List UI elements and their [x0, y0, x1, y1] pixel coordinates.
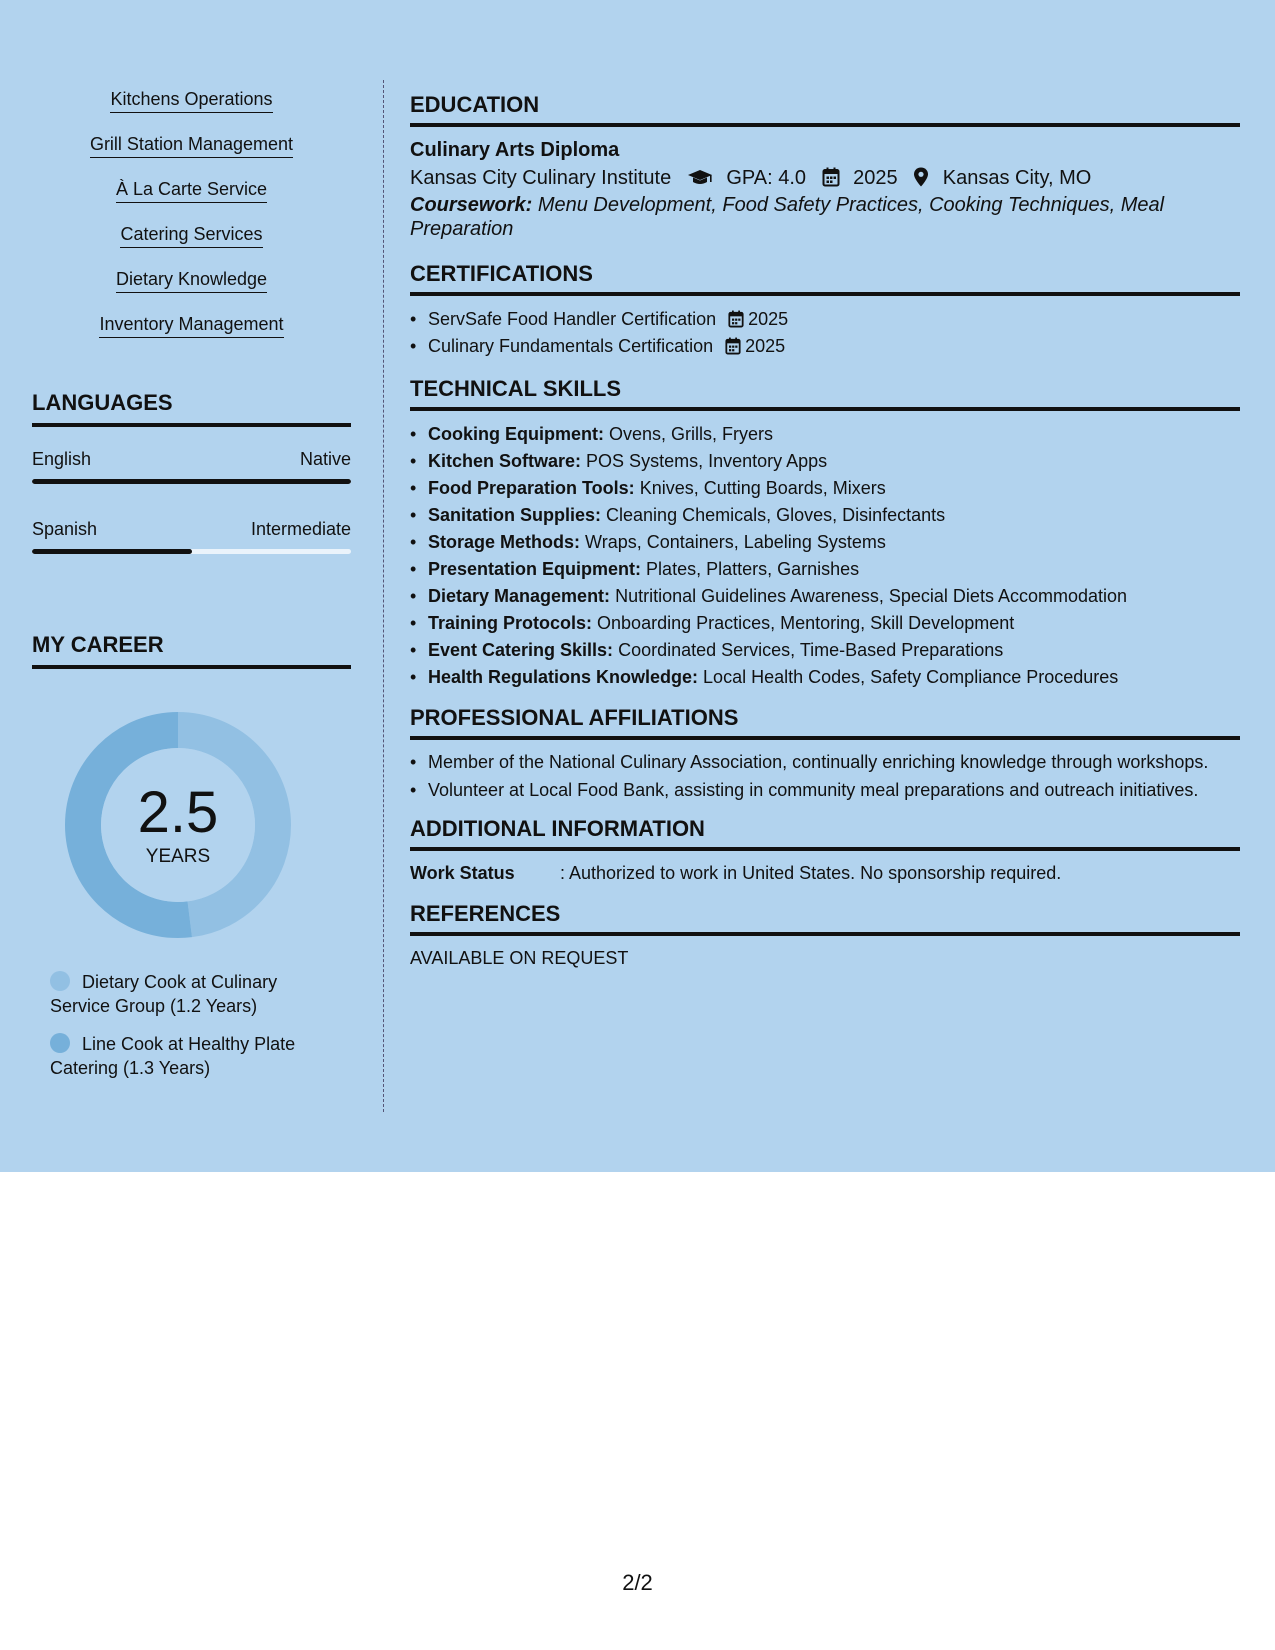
- page-number: 2/2: [622, 1570, 653, 1595]
- legend-dot: [50, 1033, 70, 1053]
- additional-info-section: [410, 816, 1240, 885]
- skill-label: Catering Services: [120, 223, 262, 248]
- certification-name: ServSafe Food Handler Certification: [428, 309, 717, 329]
- skill-category: Sanitation Supplies:: [428, 505, 602, 525]
- skill-values: POS Systems, Inventory Apps: [586, 451, 828, 471]
- calendar-icon: [725, 337, 741, 355]
- skill-values: Coordinated Services, Time-Based Preparations: [618, 640, 1004, 660]
- skill-label: Dietary Knowledge: [116, 268, 267, 293]
- technical-skills-heading: TECHNICAL SKILLS: [410, 376, 1240, 411]
- affiliation-item: • Member of the National Culinary Association, continually enriching knowledge through workshops.: [410, 750, 1240, 774]
- graduation-year: 2025: [853, 167, 898, 189]
- skill-category: Dietary Management:: [428, 586, 611, 606]
- language-row: [32, 449, 351, 497]
- skill-item: [32, 80, 351, 125]
- references-text: AVAILABLE ON REQUEST: [410, 948, 629, 968]
- column-divider: [383, 80, 384, 1112]
- coursework-list: Menu Development, Food Safety Practices, Cooking Techniques, Meal Preparation: [410, 194, 1165, 240]
- technical-skills-list: [410, 421, 1240, 691]
- language-name: Spanish: [32, 519, 98, 539]
- calendar-icon: [728, 310, 744, 328]
- certification-year: 2025: [748, 309, 789, 329]
- gpa: GPA: 4.0: [726, 167, 807, 189]
- skill-item: [32, 260, 351, 305]
- skill-row: [410, 529, 1240, 556]
- languages-heading: LANGUAGES: [32, 390, 351, 427]
- technical-skills-section: [410, 376, 1240, 691]
- years-label: YEARS: [145, 846, 211, 867]
- skill-values: Nutritional Guidelines Awareness, Special Diets Accommodation: [615, 586, 1128, 606]
- certifications-section: [410, 261, 1240, 360]
- legend-label: Dietary Cook at Culinary Service Group (1.2 Years): [50, 972, 278, 1016]
- career-heading: MY CAREER: [32, 632, 351, 669]
- certification-name: Culinary Fundamentals Certification: [428, 336, 714, 356]
- degree-title: Culinary Arts Diploma: [410, 139, 620, 161]
- skill-values: Local Health Codes, Safety Compliance Procedures: [703, 667, 1119, 687]
- languages-section: [32, 390, 351, 567]
- career-donut: [65, 712, 291, 938]
- right-column: [410, 92, 1240, 982]
- career-section: [32, 632, 351, 1078]
- calendar-icon: [822, 167, 840, 187]
- skill-row: [410, 502, 1240, 529]
- skill-category: Presentation Equipment:: [428, 559, 642, 579]
- left-column: [32, 80, 351, 1078]
- skill-item: [32, 305, 351, 350]
- skills-list: [32, 80, 351, 350]
- skill-item: [32, 215, 351, 260]
- skill-values: Cleaning Chemicals, Gloves, Disinfectants: [606, 505, 946, 525]
- affiliation-item: • Volunteer at Local Food Bank, assisting in community meal preparations and outreach initiatives.: [410, 778, 1240, 802]
- legend-item: [50, 970, 330, 1018]
- location-pin-icon: [913, 167, 929, 187]
- skill-row: [410, 583, 1240, 610]
- certifications-list: [410, 306, 1240, 360]
- skill-label: Grill Station Management: [90, 133, 293, 158]
- coursework-label: Coursework:: [410, 194, 533, 216]
- legend-label: Line Cook at Healthy Plate Catering (1.3 Years): [50, 1034, 296, 1078]
- skill-values: Onboarding Practices, Mentoring, Skill Development: [597, 613, 1015, 633]
- graduation-cap-icon: [687, 169, 713, 187]
- career-legend: [50, 970, 330, 1094]
- certifications-heading: CERTIFICATIONS: [410, 261, 1240, 296]
- skill-row: [410, 610, 1240, 637]
- additional-info-heading: ADDITIONAL INFORMATION: [410, 816, 1240, 851]
- proficiency-fill: [32, 479, 351, 484]
- coursework: [410, 193, 1240, 241]
- school-location: Kansas City, MO: [942, 167, 1092, 189]
- total-years: 2.5: [137, 780, 219, 845]
- certification-year: 2025: [745, 336, 786, 356]
- references-section: [410, 901, 1240, 970]
- skill-label: Inventory Management: [99, 313, 283, 338]
- skill-values: Ovens, Grills, Fryers: [609, 424, 774, 444]
- school-name: Kansas City Culinary Institute: [410, 167, 672, 189]
- affiliations-heading: PROFESSIONAL AFFILIATIONS: [410, 705, 1240, 740]
- language-name: English: [32, 449, 92, 469]
- language-level: Intermediate: [250, 519, 351, 539]
- affiliations-list: [410, 750, 1240, 802]
- proficiency-bar: [32, 549, 351, 554]
- affiliations-section: [410, 705, 1240, 802]
- skill-label: À La Carte Service: [116, 178, 267, 203]
- legend-item: [50, 1032, 330, 1080]
- work-status-label: Work Status: [410, 863, 515, 883]
- work-status-row: [410, 861, 1240, 885]
- skill-values: Wraps, Containers, Labeling Systems: [585, 532, 886, 552]
- skill-row: [410, 448, 1240, 475]
- certification-item: [410, 306, 1240, 333]
- skill-item: [32, 125, 351, 170]
- proficiency-bar: [32, 479, 351, 484]
- skill-values: Knives, Cutting Boards, Mixers: [639, 478, 886, 498]
- skill-item: [32, 170, 351, 215]
- language-level: Native: [299, 449, 351, 469]
- skill-category: Training Protocols:: [428, 613, 593, 633]
- skill-category: Health Regulations Knowledge:: [428, 667, 699, 687]
- skill-category: Food Preparation Tools:: [428, 478, 635, 498]
- skill-row: [410, 421, 1240, 448]
- skill-row: [410, 475, 1240, 502]
- skill-category: Event Catering Skills:: [428, 640, 614, 660]
- skill-category: Storage Methods:: [428, 532, 581, 552]
- education-heading: EDUCATION: [410, 92, 1240, 127]
- work-status-value: : Authorized to work in United States. No sponsorship required.: [560, 863, 1062, 883]
- donut-center: [65, 712, 291, 938]
- skill-values: Plates, Platters, Garnishes: [646, 559, 860, 579]
- skill-row: [410, 664, 1240, 691]
- language-row: [32, 519, 351, 567]
- skill-category: Kitchen Software:: [428, 451, 582, 471]
- skill-row: [410, 556, 1240, 583]
- legend-dot: [50, 971, 70, 991]
- skill-row: [410, 637, 1240, 664]
- skill-category: Cooking Equipment:: [428, 424, 604, 444]
- proficiency-fill: [32, 549, 192, 554]
- education-section: [410, 92, 1240, 241]
- certification-item: [410, 333, 1240, 360]
- skill-label: Kitchens Operations: [110, 88, 272, 113]
- references-heading: REFERENCES: [410, 901, 1240, 936]
- education-meta: [410, 163, 1240, 193]
